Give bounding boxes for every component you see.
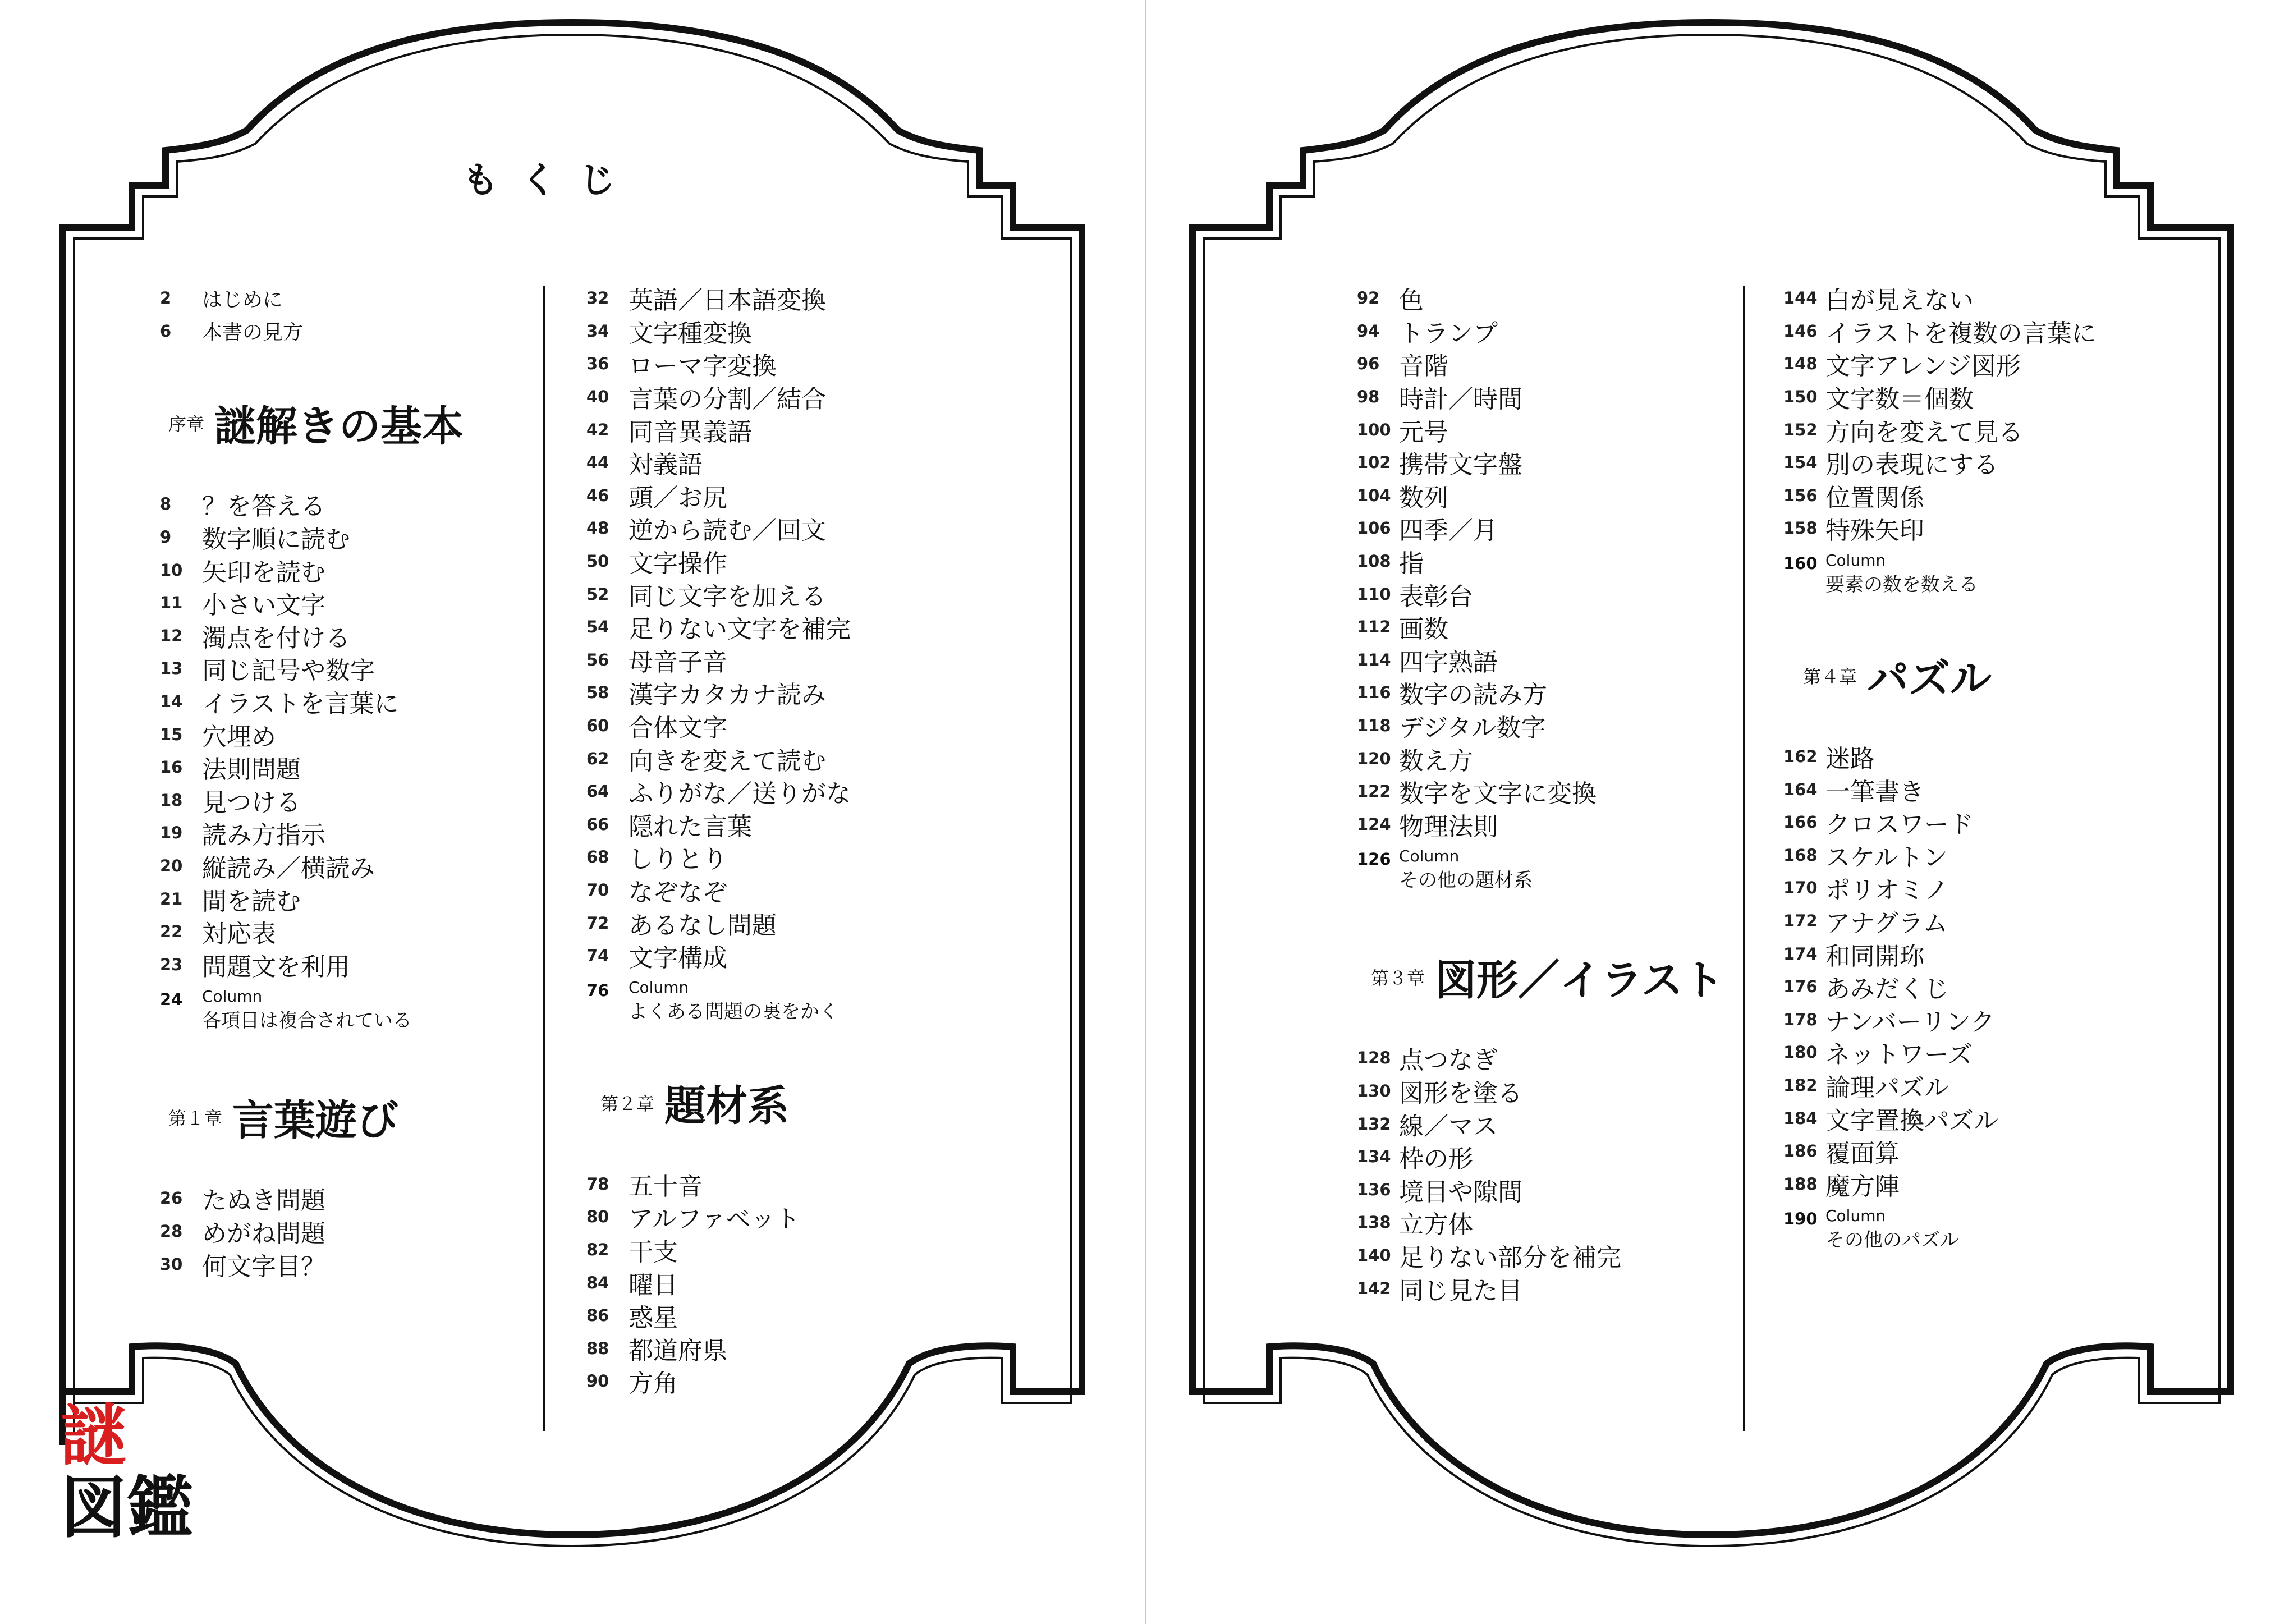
list-item[interactable]: 54 足りない文字を補完 [586, 615, 851, 644]
logo-line-2: 図鑑 [61, 1469, 194, 1547]
list-item[interactable]: 19 読み方指示 [160, 821, 325, 850]
chapter-heading-1[interactable]: 第１章 言葉遊び [168, 1097, 399, 1145]
list-item[interactable]: 166 クロスワード [1783, 810, 1974, 839]
list-item[interactable]: 152 方向を変えて見る [1783, 418, 2023, 447]
list-item[interactable]: 118 デジタル数字 [1357, 714, 1546, 743]
list-item[interactable]: 116 数字の読み方 [1357, 681, 1547, 710]
list-item[interactable]: 34 文字種変換 [586, 319, 752, 348]
list-item[interactable]: 124 物理法則 [1357, 812, 1498, 841]
list-item[interactable]: 13 同じ記号や数字 [160, 657, 375, 686]
list-item[interactable]: 128 点つなぎ [1357, 1046, 1498, 1075]
list-item[interactable]: 130 図形を塗る [1357, 1079, 1522, 1108]
list-item[interactable]: 80 アルファベット [586, 1205, 800, 1234]
list-item[interactable]: 60 合体文字 [586, 714, 727, 743]
list-item[interactable]: 134 枠の形 [1357, 1145, 1473, 1174]
list-item[interactable]: 20 縦読み／横読み [160, 854, 375, 883]
left-page-column-2 [586, 282, 1013, 1398]
list-item[interactable]: 9 数字順に読む [160, 525, 350, 554]
list-item[interactable]: 70 なぞなぞ [586, 878, 727, 907]
list-item[interactable]: 114 四字熟語 [1357, 648, 1498, 677]
list-item[interactable]: 150 文字数＝個数 [1783, 385, 1974, 414]
list-item[interactable]: 8 ？を答える [160, 492, 325, 521]
list-item[interactable]: 138 立方体 [1357, 1210, 1473, 1240]
list-item[interactable]: 48 逆から読む／回文 [586, 516, 826, 545]
list-item[interactable]: 106 四季／月 [1357, 516, 1498, 545]
list-item[interactable]: 30 何文字目？ [160, 1252, 325, 1281]
list-item[interactable]: 174 和同開珎 [1783, 942, 1924, 971]
page-gutter [1145, 0, 1146, 1624]
list-item[interactable]: 110 表彰台 [1357, 582, 1473, 611]
list-item[interactable]: 94 トランプ [1357, 319, 1498, 348]
list-item[interactable]: 42 同音異義語 [586, 418, 752, 447]
list-item[interactable]: 182 論理パズル [1783, 1073, 1949, 1102]
list-item[interactable]: 164 一筆書き [1783, 777, 1924, 806]
list-item[interactable]: 170 ポリオミノ [1783, 876, 1949, 905]
list-item[interactable]: 176 あみだくじ [1783, 975, 1949, 1004]
chapter-heading-3[interactable]: 第３章 図形／イラスト [1371, 956, 1724, 1005]
list-item[interactable]: 108 指 [1357, 549, 1424, 579]
list-item[interactable]: 172 アナグラム [1783, 909, 1948, 938]
list-item[interactable]: 102 携帯文字盤 [1357, 451, 1522, 480]
list-item[interactable]: 14 イラストを言葉に [160, 690, 399, 719]
list-item[interactable]: 154 別の表現にする [1783, 451, 1998, 480]
list-item[interactable]: 98 時計／時間 [1357, 385, 1522, 414]
list-item[interactable]: 72 あるなし問題 [586, 911, 777, 940]
list-item[interactable]: 162 迷路 [1783, 745, 1875, 774]
list-item[interactable]: 88 都道府県 [586, 1336, 727, 1365]
list-item[interactable]: 78 五十音 [586, 1172, 703, 1201]
list-item[interactable]: 184 文字置換パズル [1783, 1106, 1998, 1135]
list-item[interactable]: 168 スケルトン [1783, 843, 1948, 872]
list-item[interactable]: 23 問題文を利用 [160, 952, 350, 981]
chapter-heading-prelude[interactable]: 序章 謎解きの基本 [168, 402, 464, 451]
logo-line-1: 謎 [61, 1397, 127, 1475]
list-item[interactable]: 52 同じ文字を加える [586, 582, 826, 611]
list-item[interactable]: 186 覆面算 [1783, 1139, 1900, 1168]
list-item[interactable]: 178 ナンバーリンク [1783, 1007, 1995, 1036]
right-page-column-1 [1357, 282, 1724, 1305]
list-item[interactable]: 82 干支 [586, 1237, 678, 1267]
list-item[interactable]: 64 ふりがな／送りがな [586, 779, 851, 809]
page-title: もくじ [462, 160, 637, 201]
list-item[interactable]: 104 数列 [1357, 483, 1448, 512]
list-item[interactable]: 180 ネットワーズ [1783, 1040, 1973, 1070]
list-item[interactable]: 10 矢印を読む [160, 558, 325, 587]
list-item[interactable]: 68 しりとり [586, 845, 727, 874]
list-item[interactable]: 62 向きを変えて読む [586, 746, 826, 776]
list-item[interactable]: 46 頭／お尻 [586, 483, 727, 512]
list-item[interactable]: 50 文字操作 [586, 549, 727, 579]
list-item[interactable]: 96 音階 [1357, 352, 1448, 381]
list-item[interactable]: 11 小さい文字 [160, 591, 325, 620]
list-item[interactable]: 16 法則問題 [160, 755, 301, 785]
list-item[interactable]: 18 見つける [160, 788, 301, 817]
chapter-heading-2[interactable]: 第２章 題材系 [600, 1082, 790, 1131]
list-item[interactable]: 112 画数 [1357, 615, 1448, 644]
list-item[interactable]: 36 ローマ字変換 [586, 352, 777, 381]
list-item[interactable]: 44 対義語 [586, 451, 703, 480]
list-item[interactable]: 2 はじめに [160, 288, 283, 311]
list-item[interactable]: 15 穴埋め [160, 722, 276, 751]
list-item[interactable]: 90 方角 [586, 1369, 678, 1398]
list-item[interactable]: 100 元号 [1357, 418, 1448, 447]
column-item[interactable]: 190 Column その他のパズル [1783, 1206, 1959, 1252]
list-item[interactable]: 158 特殊矢印 [1783, 516, 1924, 545]
list-item[interactable]: 12 濁点を付ける [160, 623, 350, 653]
chapter-heading-4[interactable]: 第４章 パズル [1803, 654, 1992, 703]
list-item[interactable]: 144 白が見えない [1783, 286, 1974, 315]
list-item[interactable]: 26 たぬき問題 [160, 1186, 325, 1215]
left-page-column-1 [160, 282, 519, 1281]
list-item[interactable]: 120 数え方 [1357, 746, 1473, 776]
list-item[interactable]: 74 文字構成 [586, 944, 727, 973]
list-item[interactable]: 86 惑星 [586, 1304, 678, 1333]
column-item[interactable]: 76 Column よくある問題の裏をかく [586, 978, 838, 1024]
list-item[interactable]: 148 文字アレンジ図形 [1783, 352, 2021, 381]
column-item[interactable]: 126 Column その他の題材系 [1357, 847, 1533, 892]
list-item[interactable]: 32 英語／日本語変換 [586, 286, 826, 315]
list-item[interactable]: 188 魔方陣 [1783, 1172, 1900, 1201]
list-item[interactable]: 40 言葉の分割／結合 [586, 385, 826, 414]
list-item[interactable]: 122 数字を文字に変換 [1357, 779, 1597, 809]
list-item[interactable]: 132 線／マス [1357, 1112, 1498, 1141]
list-item[interactable]: 6 本書の見方 [160, 321, 304, 345]
list-item[interactable]: 142 同じ見た目 [1357, 1276, 1522, 1305]
list-item[interactable]: 146 イラストを複数の言葉に [1783, 319, 2097, 348]
right-page-column-2 [1783, 282, 2176, 1255]
list-item[interactable]: 58 漢字カタカナ読み [586, 681, 826, 710]
list-item[interactable]: 22 対応表 [160, 920, 276, 949]
list-item[interactable]: 156 位置関係 [1783, 483, 1924, 512]
list-item[interactable]: 84 曜日 [586, 1270, 678, 1300]
list-item[interactable]: 92 色 [1357, 286, 1424, 315]
list-item[interactable]: 56 母音子音 [586, 648, 727, 677]
list-item[interactable]: 66 隠れた言葉 [586, 812, 752, 841]
list-item[interactable]: 140 足りない部分を補完 [1357, 1243, 1621, 1272]
column-item[interactable]: 24 Column 各項目は複合されている [160, 987, 412, 1033]
book-logo [61, 1397, 207, 1547]
list-item[interactable]: 21 間を読む [160, 887, 301, 916]
list-item[interactable]: 28 めがね問題 [160, 1219, 325, 1248]
column-item[interactable]: 160 Column 要素の数を数える [1783, 550, 1978, 596]
list-item[interactable]: 136 境目や隙間 [1357, 1177, 1522, 1206]
